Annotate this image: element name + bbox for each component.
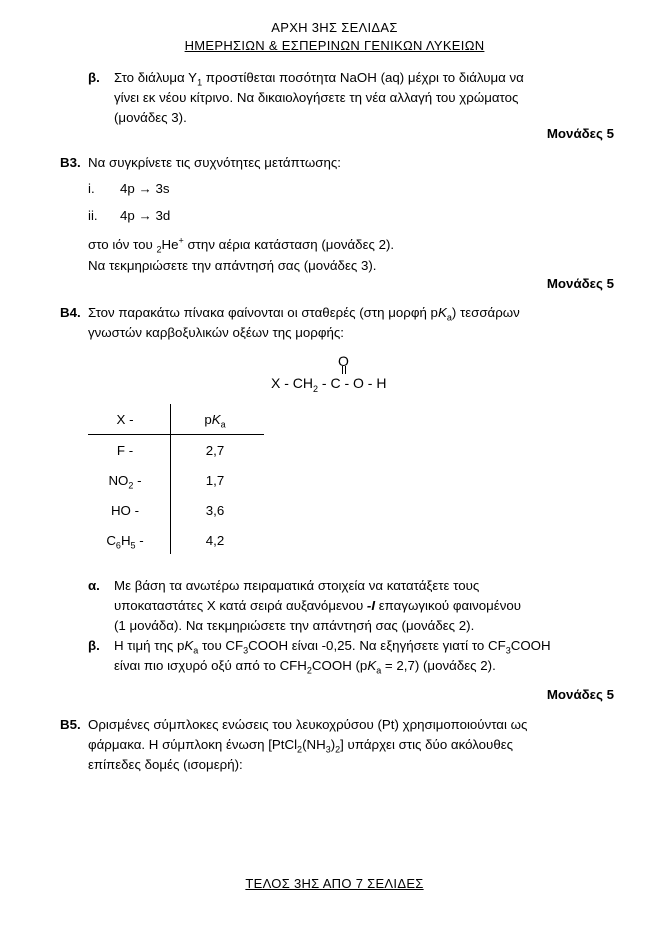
b2-beta-line2: γίνει εκ νέου κίτρινο. Να δικαιολογήσετε τη νέα αλλαγή του χρώματος [114,90,519,105]
b3-marks: Μονάδες 5 [546,276,614,291]
b4-intro-line1: Στον παρακάτω πίνακα φαίνονται οι σταθερές (στη μορφή $pK_a$) τεσσάρων [88,305,520,323]
b4-intro-line2: γνωστών καρβοξυλικών οξέων της μορφής: [88,325,344,340]
table-row-3-x: HO - [110,503,140,518]
b2-marks: Μονάδες 5 [546,126,614,141]
table-row-4-x: $C_6H_5$ - [106,533,144,551]
b4-beta-text [114,636,614,676]
b5-line1: Ορισμένες σύμπλοκες ενώσεις του λευκοχρύσου (Pt) χρησιμοποιούνται ως [88,717,528,732]
b4-intro [88,303,614,343]
b4-alpha-label: α. [88,578,100,593]
table-row-1-x: F - [116,443,134,458]
table-row-3-pka: 3,6 [205,503,225,518]
b5-line3: επίπεδες δομές (ισομερή): [88,757,243,772]
page-header-line2: ΗΜΕΡΗΣΙΩΝ & ΕΣΠΕΡΙΝΩΝ ΓΕΝΙΚΩΝ ΛΥΚΕΙΩΝ [184,38,485,53]
table-row-2-pka: 1,7 [205,473,225,488]
table-row-2-x: $NO_2$ - [108,473,142,491]
b3-item-2: 4p → 3d [120,208,171,223]
b2-beta-line1: Στο διάλυμα $\Upsilon_1$ προστίθεται ποσότητα NaOH (aq) μέχρι το διάλυμα να [114,70,524,88]
b3-justify: Να τεκμηριώσετε την απάντησή σας (μονάδες 3). [88,258,377,273]
b4-beta-label: β. [88,638,100,653]
b3-item-2-num: ii. [88,208,98,223]
table-header-pka: $pK_a$ [204,412,226,430]
b4-beta-line1: Η τιμή της $pK_a$ του $CF_3COOH$ είναι -0,25. Να εξηγήσετε γιατί το $CF_3COOH$ [114,638,551,656]
b3-item-1-num: i. [88,181,95,196]
table-vertical-rule [170,404,171,554]
formula-structure: X - $CH_2$ - C - O - H [271,375,387,394]
table-row-1-pka: 2,7 [205,443,225,458]
b3-ion-line: στο ιόν του $_2$He+ στην αέρια κατάσταση (μονάδες 2). [88,235,395,255]
b4-alpha-line1: Με βάση τα ανωτέρω πειραματικά στοιχεία να κατατάξετε τους [114,578,480,593]
b5-label: Β5. [60,717,81,732]
page-header-line1: ΑΡΧΗ 3ΗΣ ΣΕΛΙΔΑΣ [271,20,398,35]
b5-line2: φάρμακα. Η σύμπλοκη ένωση $[PtCl_2(NH_3)_2]$ υπάρχει στις δύο ακόλουθες [88,737,514,755]
b2-beta-line3: (μονάδες 3). [114,110,187,125]
formula-oxygen: O [338,353,349,369]
b4-label: Β4. [60,305,81,320]
b4-alpha-line3: (1 μονάδα). Να τεκμηριώσετε την απάντησή σας (μονάδες 2). [114,618,475,633]
table-row-4-pka: 4,2 [205,533,225,548]
b3-item-1: 4p → 3s [120,181,170,196]
formula-double-bond [342,366,346,374]
table-header-x: X - [116,412,134,427]
b3-label: Β3. [60,155,81,170]
b3-text: Να συγκρίνετε τις συχνότητες μετάπτωσης: [88,155,341,170]
b2-beta-text [114,68,614,128]
b4-marks: Μονάδες 5 [546,687,614,702]
b2-beta-label: β. [88,70,100,85]
b4-alpha-line2: υποκαταστάτες Χ κατά σειρά αυξανόμενου -I επαγωγικού φαινομένου [114,598,522,613]
b4-beta-line2: είναι πιο ισχυρό οξύ από το $CFH_2COOH$ $(pK_a = 2,7)$ (μονάδες 2). [114,658,496,676]
b5-text [88,715,614,775]
b4-alpha-text [114,576,614,636]
page-footer: ΤΕΛΟΣ 3ΗΣ ΑΠΟ 7 ΣΕΛΙΔΕΣ [245,876,424,891]
table-horizontal-rule [88,434,264,435]
